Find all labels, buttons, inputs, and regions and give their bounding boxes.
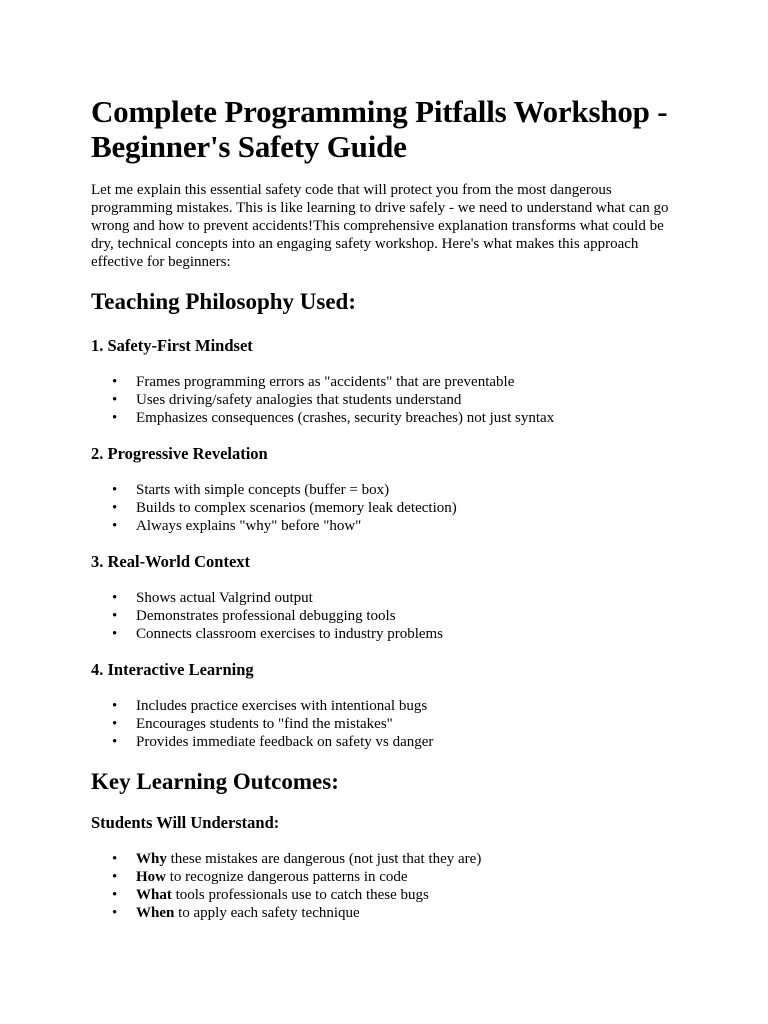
key-learning-outcomes-heading: Key Learning Outcomes: xyxy=(91,769,339,794)
bullet-icon: • xyxy=(112,887,118,903)
section-heading-interactive-learning: 4. Interactive Learning xyxy=(91,660,254,679)
bullet-icon: • xyxy=(112,734,118,750)
list-outcomes xyxy=(91,850,681,922)
bullet-icon: • xyxy=(112,590,118,606)
list-item: • Shows actual Valgrind output xyxy=(112,590,313,606)
list-item: • Frames programming errors as "accidents" that are preventable xyxy=(112,374,515,390)
list-real-world-context xyxy=(91,589,681,643)
list-item: • Connects classroom exercises to industry problems xyxy=(112,626,444,642)
list-item: • When to apply each safety technique xyxy=(112,905,360,921)
bullet-icon: • xyxy=(112,851,118,867)
list-item: • What tools professionals use to catch these bugs xyxy=(112,887,429,903)
emphasis-word: What xyxy=(136,887,172,903)
section-heading-safety-first: 1. Safety-First Mindset xyxy=(91,336,253,355)
intro-paragraph: Let me explain this essential safety code that will protect you from the most dangerous programming mistakes. This is like learning to drive safely - we need to understand what can go wrong and how to prevent accidents!This comprehensive explanation transforms what could be dry, technical concepts into an engaging safety workshop. Here's what makes this approach effective for beginners: xyxy=(91,182,669,270)
list-item: • Uses driving/safety analogies that students understand xyxy=(112,392,462,408)
bullet-icon: • xyxy=(112,482,118,498)
list-item: • Encourages students to "find the mistakes" xyxy=(112,716,393,732)
teaching-philosophy-heading: Teaching Philosophy Used: xyxy=(91,289,356,314)
bullet-icon: • xyxy=(112,500,118,516)
emphasis-word: How xyxy=(136,869,166,885)
list-item: • How to recognize dangerous patterns in code xyxy=(112,869,408,885)
list-item: • Always explains "why" before "how" xyxy=(112,518,362,534)
list-progressive-revelation xyxy=(91,481,681,535)
list-item: • Builds to complex scenarios (memory leak detection) xyxy=(112,500,457,516)
emphasis-word: Why xyxy=(136,851,167,867)
list-item: • Emphasizes consequences (crashes, security breaches) not just syntax xyxy=(112,410,555,426)
document-content xyxy=(91,94,681,922)
list-interactive-learning xyxy=(91,697,681,751)
section-heading-real-world-context: 3. Real-World Context xyxy=(91,552,251,571)
bullet-icon: • xyxy=(112,392,118,408)
bullet-icon: • xyxy=(112,626,118,642)
bullet-icon: • xyxy=(112,410,118,426)
list-item: • Demonstrates professional debugging tools xyxy=(112,608,396,624)
list-safety-first xyxy=(91,373,681,427)
bullet-icon: • xyxy=(112,869,118,885)
list-item: • Why these mistakes are dangerous (not just that they are) xyxy=(112,851,482,867)
bullet-icon: • xyxy=(112,608,118,624)
emphasis-word: When xyxy=(136,905,175,921)
section-heading-progressive-revelation: 2. Progressive Revelation xyxy=(91,444,268,463)
list-item: • Includes practice exercises with intentional bugs xyxy=(112,698,428,714)
bullet-icon: • xyxy=(112,698,118,714)
bullet-icon: • xyxy=(112,518,118,534)
bullet-icon: • xyxy=(112,905,118,921)
bullet-icon: • xyxy=(112,716,118,732)
list-item: • Provides immediate feedback on safety vs danger xyxy=(112,734,434,750)
list-item: • Starts with simple concepts (buffer = box) xyxy=(112,482,390,498)
page-title: Complete Programming Pitfalls Workshop - Beginner's Safety Guide xyxy=(91,94,668,164)
bullet-icon: • xyxy=(112,374,118,390)
students-will-understand-heading: Students Will Understand: xyxy=(91,813,280,832)
